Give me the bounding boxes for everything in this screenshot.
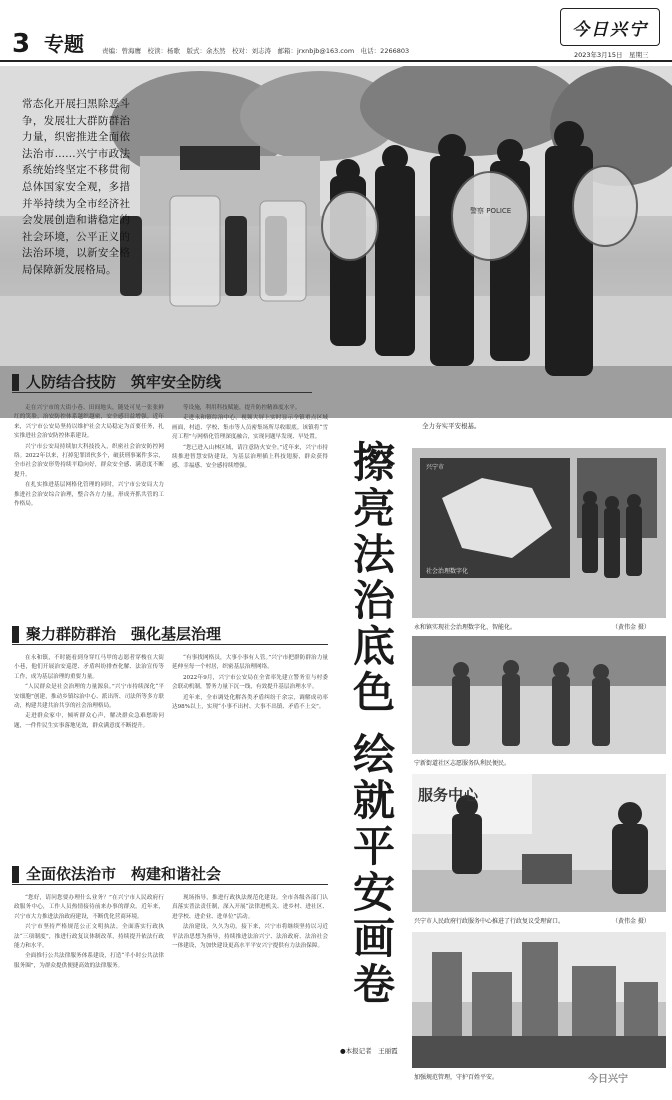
- section-2-col-2: “有事找网格员，大事小事有人管。”兴宁市把群防群治力量延伸至每一个村居，织密基层治理网络。 2022年9月，兴宁市公安局在全省率先建立警务室与村委会联动机制，警务力量下沉一线，有效提升基层治理水平。 近年来，全市调处化解各类矛盾纠纷千余宗，调解成功率达98%以上，实现“小事不出村、大事不出镇、矛盾不上交”。: [172, 655, 328, 711]
- section-2-col-1: 在永和镇，不时能看到身穿红马甲的志愿者穿梭在大街小巷，他们开展治安巡逻、矛盾纠纷排查化解、法治宣传等工作，成为基层治理的重要力量。 “人民群众是社会治理的力量源泉。”兴宁市持续深化“平安细胞”创建，推动乡镇综治中心、派出所、司法所等多方联动，构建共建共治共享的社会治理格局。 走进群众家中，倾听群众心声，解决群众急难愁盼问题，一件件民生实事落地见效，群众满意度不断提升。: [14, 655, 164, 729]
- skyline-illustration: [412, 932, 666, 1068]
- section-heading-3: 全面依法治市 构建和谐社会: [12, 864, 328, 885]
- page-number: 3: [12, 29, 31, 59]
- section-3-col-2: 现场指导，推进行政执法规范化建设。全市各级各部门认真落实普法责任制，深入开展“法律进机关、进乡村、进社区、进学校、进企业、进单位”活动。 法治建设，久久为功。接下来，兴宁市将继续坚持以习近平法治思想为指导，持续推进法治兴宁、法治政府、法治社会一体建设，为加快建设更高水平平安兴宁提供有力法治保障。: [172, 895, 328, 950]
- photo-volunteers: [412, 636, 666, 754]
- feature-title-line-1: 擦亮法治底色: [347, 440, 396, 716]
- shield-label: 警察 POLICE: [470, 207, 512, 215]
- map-label-city: 兴宁市: [426, 464, 445, 471]
- photo-1-credit: （黄伟金 摄）: [612, 624, 650, 631]
- editor-credits: 责编：曾海鹰 校读：杨歌 版式：余杰然 校对：刘志涛 邮箱：jrxnbjb@163.com 电话：2266803: [102, 47, 410, 55]
- photo-2-caption: 宁新街道社区志愿服务队利民便民。: [414, 760, 511, 767]
- watermark: 今日兴宁: [588, 1074, 628, 1085]
- section-name: 专题: [44, 32, 84, 56]
- office-sign: 服务中心: [418, 786, 479, 804]
- volunteers-illustration: [412, 636, 666, 754]
- dateline: 2023年3月15日 星期三: [574, 51, 649, 59]
- newspaper-logo: 今日兴宁: [560, 8, 660, 46]
- photo-digital-governance: [412, 448, 666, 618]
- feature-title-line-2: 绘就平安画卷: [347, 732, 396, 1008]
- map-screen-illustration: [412, 448, 666, 618]
- feature-title: [336, 440, 406, 1060]
- section-1-col-2: 等设施，利用科技赋能，提升防控精准度水平。 走进永和镇综治中心，视频大屏上实时显示全镇重点区域画面，村道、学校、集市等人员密集场所尽收眼底。该镇将“雪亮工程”与网格化管理深度融合，实现问题早发现、早处置。 “您已进入山林区域，请注意防火安全。”近年来，兴宁市持续推进智慧安防建设，为基层治理插上科技翅膀，群众获得感、幸福感、安全感持续增强。: [172, 405, 328, 470]
- byline: ●本报记者 王丽霞: [340, 1047, 398, 1055]
- section-1-col-1: 走在兴宁市的大街小巷、田间地头，随处可见一张张鲜红的笑脸，治安防控体系越织越密，安全感日益增强。近年来，兴宁市公安局坚持以维护社会大局稳定为首要任务，扎实推进社会治安防控体系建设。 兴宁市公安局持续加大科技投入，织密社会治安防控网络。2022年以来，打掉犯罪团伙多个，破获刑事案件多宗，全市社会治安形势持续平稳向好，群众安全感、满意度不断提升。 在扎实推进基层网格化管理的同时，兴宁市公安局大力推进社会治安综合治理，整合各方力量，形成齐抓共管的工作格局。: [14, 405, 164, 508]
- map-label-title: 社会治理数字化: [426, 568, 469, 575]
- photo-3-credit: （黄伟金 摄）: [612, 918, 650, 925]
- section-3-col-1: “您好，请问您要办理什么业务？”在兴宁市人民政府行政服务中心，工作人员热情接待前来办事的群众。近年来，兴宁市大力推进法治政府建设，不断优化营商环境。 兴宁市坚持严格规范公正文明执法，全面落实行政执法“三项制度”，推进行政复议体制改革，持续提升依法行政能力和水平。 全面推行公共法律服务体系建设，打造“半小时公共法律服务圈”，为群众提供便捷高效的法律服务。: [14, 895, 164, 969]
- section-heading-1: 人防结合技防 筑牢安全防线: [12, 372, 312, 393]
- photo-1-caption: 永和镇实现社会治理数字化、智能化。: [414, 624, 517, 631]
- photo-city-skyline: [412, 932, 666, 1068]
- photo-3-caption: 兴宁市人民政府行政服务中心推进了行政复议受理窗口。: [414, 918, 565, 925]
- section-heading-2: 聚力群防群治 强化基层治理: [12, 624, 328, 645]
- photo-service-center: [412, 774, 666, 912]
- lead-photo-caption: 全力夯实平安根基。: [422, 422, 481, 430]
- intro-text: 常态化开展扫黑除恶斗争，发展壮大群防群治力量，织密推进全面依法治市……兴宁市政法系统始终坚定不移贯彻总体国家安全观，多措并举持续为全市经济社会发展创造和谐稳定的社会环境，公平正义的法治环境，以新安全格局保障新发展格局。: [22, 98, 130, 276]
- photo-4-caption: 加强规范管理，守护百姓平安。: [414, 1074, 499, 1081]
